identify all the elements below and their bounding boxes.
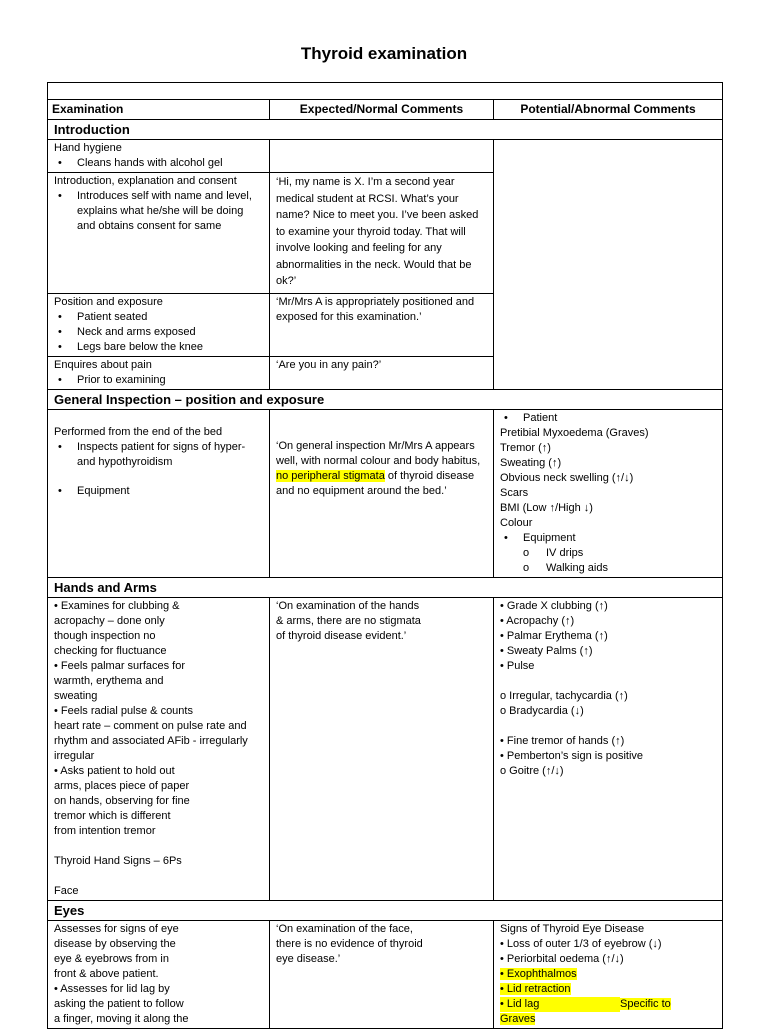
hands-exam-line: tremor which is different [54, 810, 171, 822]
eyes-exam-line: a finger, moving it along the [54, 1013, 189, 1025]
hands-exam-line: • Asks patient to hold out [54, 765, 175, 777]
hands-abn-line: • Grade X clubbing (↑) [500, 600, 608, 612]
pain-item: • Prior to examining [54, 373, 263, 388]
general-abn-line: Scars [500, 487, 529, 499]
eyes-abn-highlight: • Exophthalmos [500, 968, 577, 980]
general-abn-line: Colour [500, 517, 533, 529]
eyes-abn-highlight: • Lid lag [500, 997, 620, 1012]
position-item: • Patient seated [54, 310, 263, 325]
eyes-normal-line: ‘On examination of the face, [276, 923, 413, 935]
eyes-exam-line: disease by observing the [54, 938, 176, 950]
general-normal: ‘On general inspection Mr/Mrs A appears well, with normal colour and body habitus, no peripheral stigmata of thyroid disease and no equipment around the bed.’ [276, 440, 481, 497]
hands-exam-line: sweating [54, 690, 98, 702]
hands-abn-line: • Acropachy (↑) [500, 615, 575, 627]
hands-normal-line: ‘On examination of the hands [276, 600, 420, 612]
hands-exam-line: acropachy – done only [54, 615, 165, 627]
eyes-abn-line: • Loss of outer 1/3 of eyebrow (↓) [500, 938, 662, 950]
consent-item: • Introduces self with name and level, explains what he/she will be doing and obtains consent for same [54, 189, 263, 234]
consent-title: Introduction, explanation and consent [54, 175, 237, 187]
general-exam-line: Performed from the end of the bed [54, 426, 223, 438]
section-introduction: Introduction [48, 120, 723, 140]
general-abn-line: BMI (Low ↑/High ↓) [500, 502, 593, 514]
hands-exam-line: though inspection no [54, 630, 156, 642]
general-abn-sub: o Walking aids [500, 561, 716, 576]
eyes-exam-line: eye & eyebrows from in [54, 953, 169, 965]
general-abn-line: Tremor (↑) [500, 442, 551, 454]
section-general-inspection: General Inspection – position and exposure [48, 390, 723, 410]
header-examination: Examination [48, 100, 270, 120]
pain-title: Enquires about pain [54, 359, 152, 371]
hands-exam-line: on hands, observing for fine [54, 795, 190, 807]
page-title: Thyroid examination [300, 44, 468, 63]
blank-row [48, 83, 723, 100]
section-eyes: Eyes [48, 901, 723, 921]
row-hand-hygiene [48, 140, 723, 173]
hands-abn-line: • Pemberton’s sign is positive [500, 750, 644, 762]
hands-abn-line: • Pulse [500, 660, 535, 672]
hands-normal-line: of thyroid disease evident.’ [276, 630, 407, 642]
general-abn-line: Pretibial Myxoedema (Graves) [500, 427, 649, 439]
hands-exam-line: irregular [54, 750, 95, 762]
hands-exam-line: arms, places piece of paper [54, 780, 190, 792]
eyes-exam-line: • Assesses for lid lag by [54, 983, 170, 995]
pain-normal: ‘Are you in any pain?’ [270, 357, 494, 390]
position-item: • Legs bare below the knee [54, 340, 263, 355]
hands-exam-line: • Feels radial pulse & counts [54, 705, 193, 717]
position-item: • Neck and arms exposed [54, 325, 263, 340]
general-abn-item: • Equipment [500, 531, 716, 546]
hands-exam-line: heart rate – comment on pulse rate and [54, 720, 247, 732]
hands-exam-line: checking for fluctuance [54, 645, 167, 657]
eyes-abn-line: • Periorbital oedema (↑/↓) [500, 953, 624, 965]
general-abn-item: • Patient [500, 411, 716, 426]
hands-abn-line: • Fine tremor of hands (↑) [500, 735, 625, 747]
hands-abn-line: • Palmar Erythema (↑) [500, 630, 608, 642]
general-abn-sub: o IV drips [500, 546, 716, 561]
hands-abn-line: o Irregular, tachycardia (↑) [500, 690, 628, 702]
consent-normal: ‘Hi, my name is X. I’m a second year medical student at RCSI. What’s your name? Nice to meet you. I’ve been asked to examine your thyroid today. That will involve looking and feeling for any abnormalities in the neck. Would that be ok?’ [270, 173, 494, 294]
hands-exam-line: • Examines for clubbing & [54, 600, 180, 612]
general-abn-line: Obvious neck swelling (↑/↓) [500, 472, 634, 484]
row-general [48, 410, 723, 578]
hands-normal-line: & arms, there are no stigmata [276, 615, 421, 627]
row-hands [48, 598, 723, 901]
eyes-normal-line: there is no evidence of thyroid [276, 938, 423, 950]
hands-signs: Thyroid Hand Signs – 6Ps [54, 855, 182, 867]
hands-exam-line: from intention tremor [54, 825, 156, 837]
eyes-exam-line: asking the patient to follow [54, 998, 184, 1010]
eyes-normal-line: eye disease.’ [276, 953, 341, 965]
header-abnormal: Potential/Abnormal Comments [494, 100, 723, 120]
header-normal: Expected/Normal Comments [270, 100, 494, 120]
eyes-abn-highlight: Specific to [620, 998, 671, 1010]
hands-face: Face [54, 885, 79, 897]
hygiene-title: Hand hygiene [54, 142, 122, 154]
eyes-abn-highlight: • Lid retraction [500, 983, 571, 995]
hygiene-item: • Cleans hands with alcohol gel [54, 156, 263, 171]
eyes-abn-line: Signs of Thyroid Eye Disease [500, 923, 645, 935]
general-exam-item: • Equipment [54, 484, 263, 499]
position-title: Position and exposure [54, 296, 163, 308]
hands-exam-line: warmth, erythema and [54, 675, 164, 687]
header-row [48, 100, 723, 120]
highlight-text: no peripheral stigmata [276, 470, 385, 482]
hands-abn-line: o Bradycardia (↓) [500, 705, 584, 717]
general-exam-item: • Inspects patient for signs of hyper- and hypothyroidism [54, 440, 263, 470]
hands-abn-line: o Goitre (↑/↓) [500, 765, 564, 777]
eyes-exam-line: Assesses for signs of eye [54, 923, 179, 935]
row-eyes [48, 921, 723, 1029]
eyes-exam-line: front & above patient. [54, 968, 159, 980]
general-abn-line: Sweating (↑) [500, 457, 562, 469]
position-normal: ‘Mr/Mrs A is appropriately positioned and exposed for this examination.’ [270, 294, 494, 357]
hands-abn-line: • Sweaty Palms (↑) [500, 645, 593, 657]
eyes-abn-highlight: Graves [500, 1013, 536, 1025]
hands-exam-line: rhythm and associated AFib - irregularly [54, 735, 248, 747]
section-hands-arms: Hands and Arms [48, 578, 723, 598]
exam-table [47, 82, 723, 1029]
hands-exam-line: • Feels palmar surfaces for [54, 660, 186, 672]
